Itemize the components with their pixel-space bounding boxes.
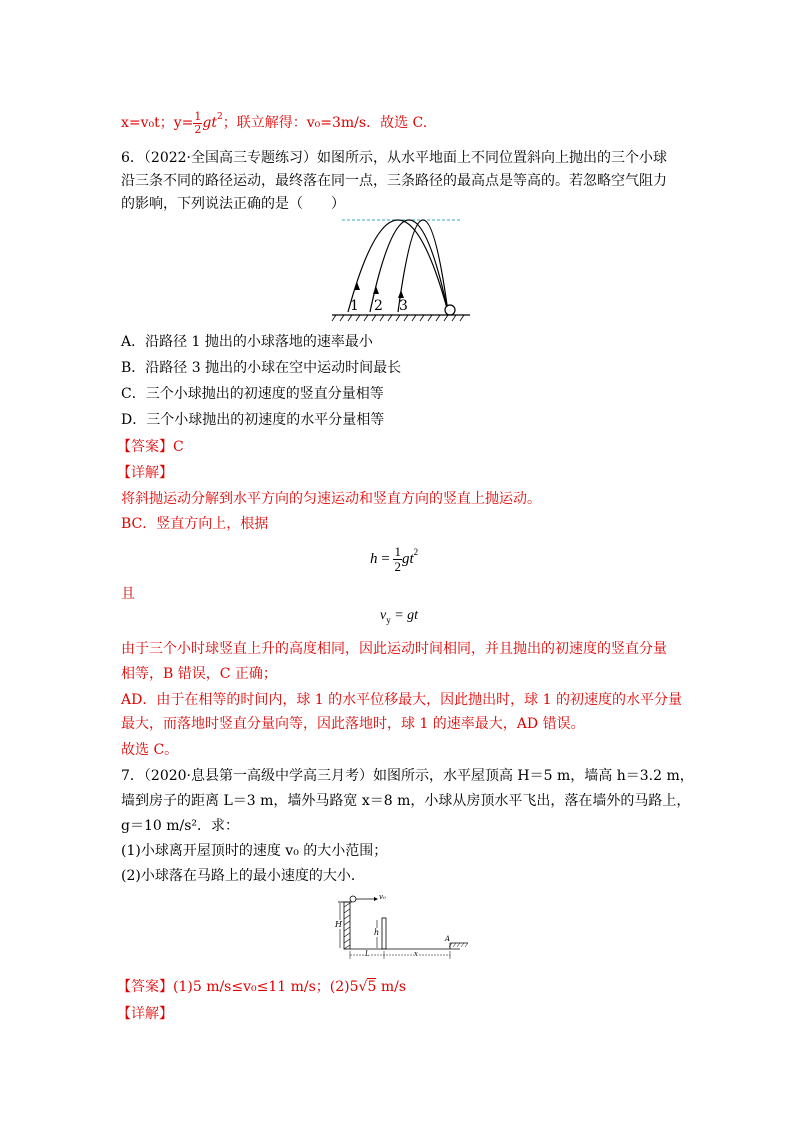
q6-stem-line1: 6．（2022·全国高三专题练习）如图所示，从水平地面上不同位置斜向上抛出的三个小球 (121, 150, 667, 166)
q6-detail-line4: 相等，B 错误，C 正确； (121, 666, 277, 682)
prev-answer-part2: gt (202, 115, 218, 131)
q7-label-h: h (374, 928, 380, 937)
q6-detail-line6: 最大，而落地时竖直分量向等，因此落地时，球 1 的速率最大，AD 错误。 (121, 716, 585, 732)
q7-answer-sqrt-sign: √ (358, 979, 368, 995)
formula2-left: v (380, 608, 387, 623)
q7-detail-label: 【详解】 (117, 1006, 173, 1022)
q7-label-v0: v₀ (379, 893, 386, 901)
q6-figure-label-1: 1 (350, 298, 359, 314)
q7-stem-line1: 7．（2020·息县第一高级中学高三月考）如图所示，水平屋顶高 H＝5 m，墙高 h＝3.2 m， (121, 768, 694, 784)
q7-sub1: (1)小球离开屋顶时的速度 v₀ 的大小范围； (121, 843, 388, 859)
q6-figure-label-3: 3 (399, 298, 408, 314)
prev-answer-part1: x=v₀t；y= (121, 115, 194, 131)
formula1-eq: = (377, 550, 394, 567)
q6-detail-line2: BC．竖直方向上，根据 (121, 516, 269, 532)
q6-option-a: A．沿路径 1 抛出的小球落地的速率最小 (121, 334, 373, 350)
q7-label-L: L (365, 950, 370, 958)
q7-label-A: A (445, 935, 451, 943)
q7-answer-label: 【答案】 (117, 979, 173, 995)
formula2-right: = gt (390, 608, 419, 623)
formula1-sup: 2 (413, 546, 419, 557)
fraction-denominator: 2 (194, 122, 202, 136)
q6-figure-label-2: 2 (374, 298, 383, 314)
formula2-sub: y (386, 614, 391, 625)
formula1-fraction (393, 545, 402, 574)
prev-answer-line (121, 107, 427, 136)
q7-answer-text: (1)5 m/s≤v₀≤11 m/s；(2)5 (173, 979, 359, 995)
formula1-denominator: 2 (394, 559, 401, 574)
q6-detail-line1: 将斜抛运动分解到水平方向的匀速运动和竖直方向的竖直上抛运动。 (121, 491, 541, 507)
q6-formula-vy (380, 608, 418, 625)
prev-answer-part3: ；联立解得：v₀=3m/s．故选 C. (222, 115, 428, 131)
q6-option-d: D．三个小球抛出的初速度的水平分量相等 (121, 412, 385, 428)
q7-answer-line (117, 977, 406, 997)
q7-stem-line2: 墙到房子的距离 L＝3 m，墙外马路宽 x＝8 m，小球从房顶水平飞出，落在墙外的马路上， (121, 793, 691, 809)
q7-sub2: (2)小球落在马路上的最小速度的大小． (121, 868, 365, 884)
q6-and: 且 (121, 586, 135, 602)
q7-roof-wall-figure (328, 893, 478, 963)
q6-option-c: C．三个小球抛出的初速度的竖直分量相等 (121, 386, 384, 402)
formula1-numerator: 1 (394, 544, 401, 559)
q7-label-H: H (335, 920, 342, 929)
q6-stem-line3: 的影响，下列说法正确的是（ ） (121, 196, 345, 212)
formula1-right: gt (401, 550, 414, 567)
fraction-numerator: 1 (194, 109, 202, 123)
q7-label-x: x (414, 950, 418, 958)
q6-formula-h (370, 545, 418, 574)
q6-detail-line5: AD．由于在相等的时间内，球 1 的水平位移最大，因此抛出时，球 1 的初速度的水平分量 (121, 692, 682, 708)
prev-answer-sup: 2 (217, 112, 223, 122)
q6-detail-line7: 故选 C。 (121, 742, 179, 758)
formula1-left: h (370, 550, 378, 567)
q7-answer-sqrt-value: 5 (367, 979, 377, 995)
q7-stem-line3: g＝10 m/s²．求： (121, 818, 240, 834)
q6-answer: 【答案】C (117, 439, 184, 455)
q6-detail-label: 【详解】 (117, 465, 173, 481)
q6-detail-line3: 由于三个小时球竖直上升的高度相同，因此运动时间相同，并且抛出的初速度的竖直分量 (121, 641, 667, 657)
q6-option-b: B．沿路径 3 抛出的小球在空中运动时间最长 (121, 360, 402, 376)
q7-answer-unit: m/s (376, 979, 407, 995)
q6-stem-line2: 沿三条不同的路径运动，最终落在同一点，三条路径的最高点是等高的。若忽略空气阻力 (121, 173, 667, 189)
